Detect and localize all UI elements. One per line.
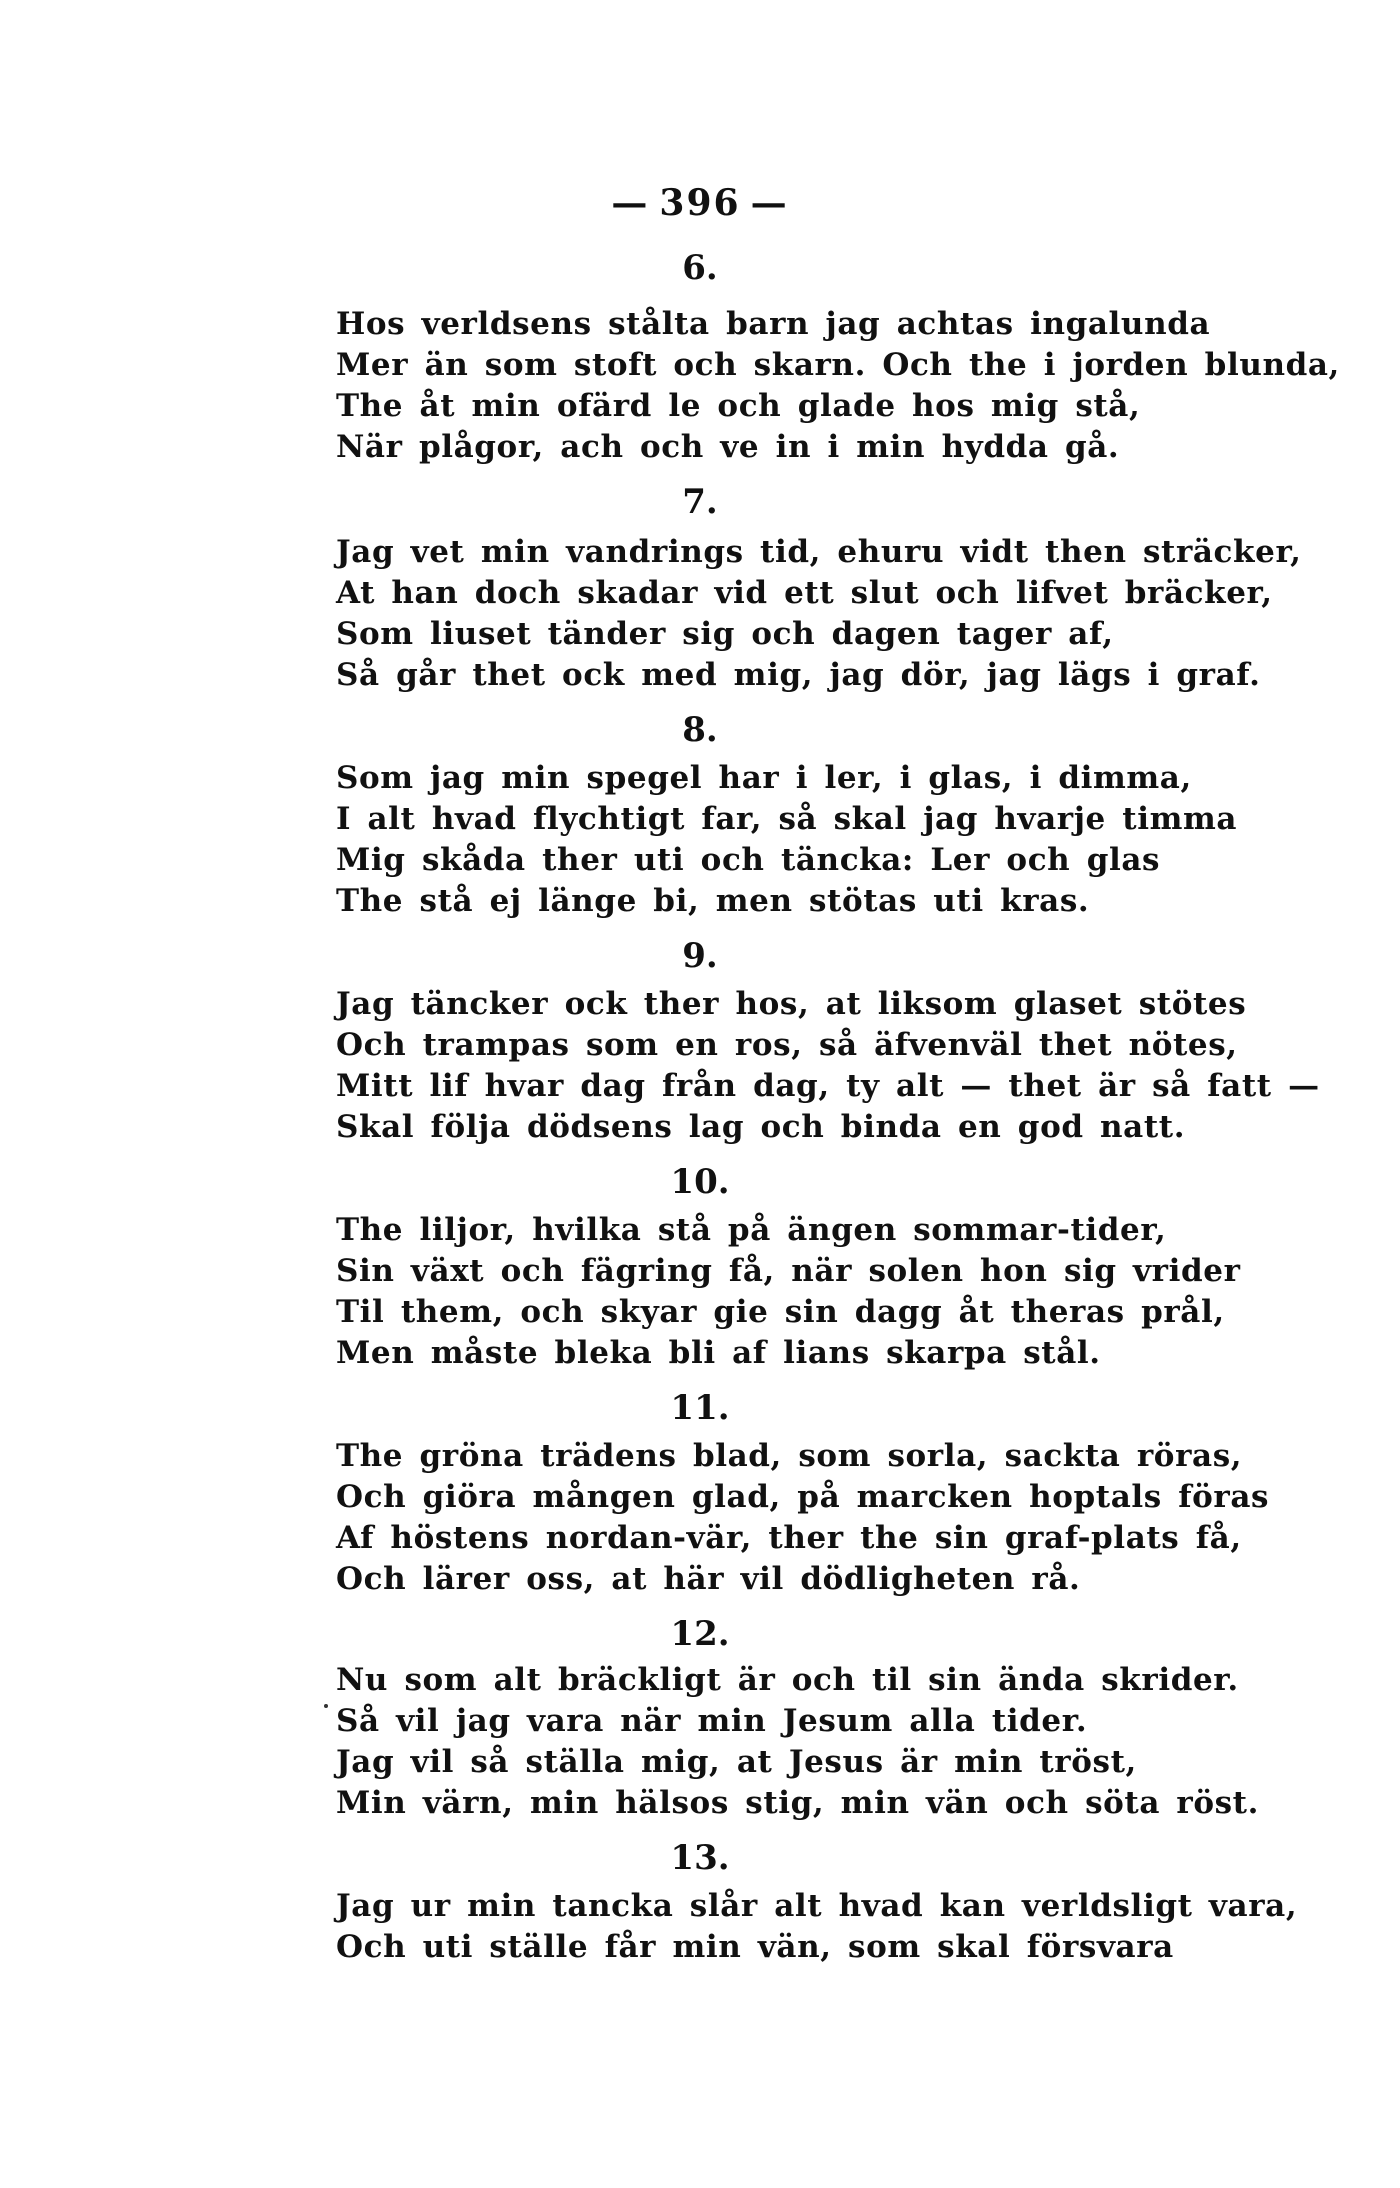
verse-line: Til them, och skyar gie sin dagg åt theras prål,	[336, 1294, 1225, 1330]
verse-13	[336, 1886, 1298, 1968]
verse-line: Af höstens nordan-vär, ther the sin graf-plats få,	[336, 1520, 1242, 1556]
verse-line: Men måste bleka bli af lians skarpa stål.	[336, 1335, 1101, 1371]
verse-line: The åt min ofärd le och glade hos mig stå,	[336, 388, 1141, 424]
verse-line: Jag täncker ock ther hos, at liksom glaset stötes	[336, 986, 1247, 1022]
verse-line: Nu som alt bräckligt är och til sin ända skrider.	[336, 1662, 1239, 1698]
verse-9	[336, 984, 1320, 1148]
page-number-dash-right: —	[750, 182, 789, 224]
verse-line: Så vil jag vara när min Jesum alla tider.	[336, 1703, 1088, 1739]
verse-line: Som jag min spegel har i ler, i glas, i dimma,	[336, 760, 1192, 796]
verse-10	[336, 1210, 1241, 1374]
verse-line: Mer än som stoft och skarn. Och the i jorden blunda,	[336, 347, 1340, 383]
verse-11	[336, 1436, 1270, 1600]
verse-line: Och giöra mången glad, på marcken hoptals föras	[336, 1479, 1270, 1515]
verse-line: Min värn, min hälsos stig, min vän och söta röst.	[336, 1785, 1259, 1821]
verse-line: I alt hvad flychtigt far, så skal jag hvarje timma	[336, 801, 1238, 837]
verse-line: Hos verldsens stålta barn jag achtas ingalunda	[336, 306, 1211, 342]
verse-line: Jag vet min vandrings tid, ehuru vidt then sträcker,	[336, 534, 1302, 570]
verse-line: The stå ej länge bi, men stötas uti kras.	[336, 883, 1090, 919]
verse-line: Sin växt och fägring få, när solen hon sig vrider	[336, 1253, 1241, 1289]
verse-line: Jag vil så ställa mig, at Jesus är min tröst,	[336, 1744, 1137, 1780]
verse-line: Som liuset tänder sig och dagen tager af,	[336, 616, 1114, 652]
verse-line: Jag ur min tancka slår alt hvad kan verldsligt vara,	[336, 1888, 1298, 1924]
verse-8	[336, 758, 1236, 922]
verse-line: Mitt lif hvar dag från dag, ty alt — thet är så fatt —	[336, 1068, 1320, 1104]
verse-line: När plågor, ach och ve in i min hydda gå.	[336, 429, 1120, 465]
page-number-dash-left: —	[611, 182, 650, 224]
verse-number-12: 12.	[670, 1614, 730, 1654]
verse-line: Och trampas som en ros, så äfvenväl thet nötes,	[336, 1027, 1238, 1063]
verse-7	[336, 532, 1302, 696]
verse-number-10: 10.	[670, 1162, 730, 1202]
verse-line: Så går thet ock med mig, jag dör, jag lägs i graf.	[336, 657, 1261, 693]
verse-number-8: 8.	[682, 710, 718, 750]
page-number	[0, 182, 1400, 224]
verse-number-11: 11.	[670, 1388, 730, 1428]
page-number-value: 396	[659, 182, 741, 224]
verse-number-6: 6.	[682, 248, 718, 288]
verse-line: Mig skåda ther uti och täncka: Ler och glas	[336, 842, 1161, 878]
verse-12	[336, 1660, 1259, 1824]
verse-line: Skal följa dödsens lag och binda en god natt.	[336, 1109, 1186, 1145]
verse-line: Och lärer oss, at här vil dödligheten rå.	[336, 1561, 1081, 1597]
verse-number-7: 7.	[682, 482, 718, 522]
verse-number-13: 13.	[670, 1838, 730, 1878]
verse-line: Och uti ställe får min vän, som skal försvara	[336, 1929, 1174, 1965]
verse-line: The gröna trädens blad, som sorla, sackta röras,	[336, 1438, 1243, 1474]
verse-line: At han doch skadar vid ett slut och lifvet bräcker,	[336, 575, 1273, 611]
verse-6	[336, 304, 1340, 468]
ink-speck	[324, 1704, 328, 1708]
verse-line: The liljor, hvilka stå på ängen sommar-tider,	[336, 1212, 1167, 1248]
verse-number-9: 9.	[682, 936, 718, 976]
